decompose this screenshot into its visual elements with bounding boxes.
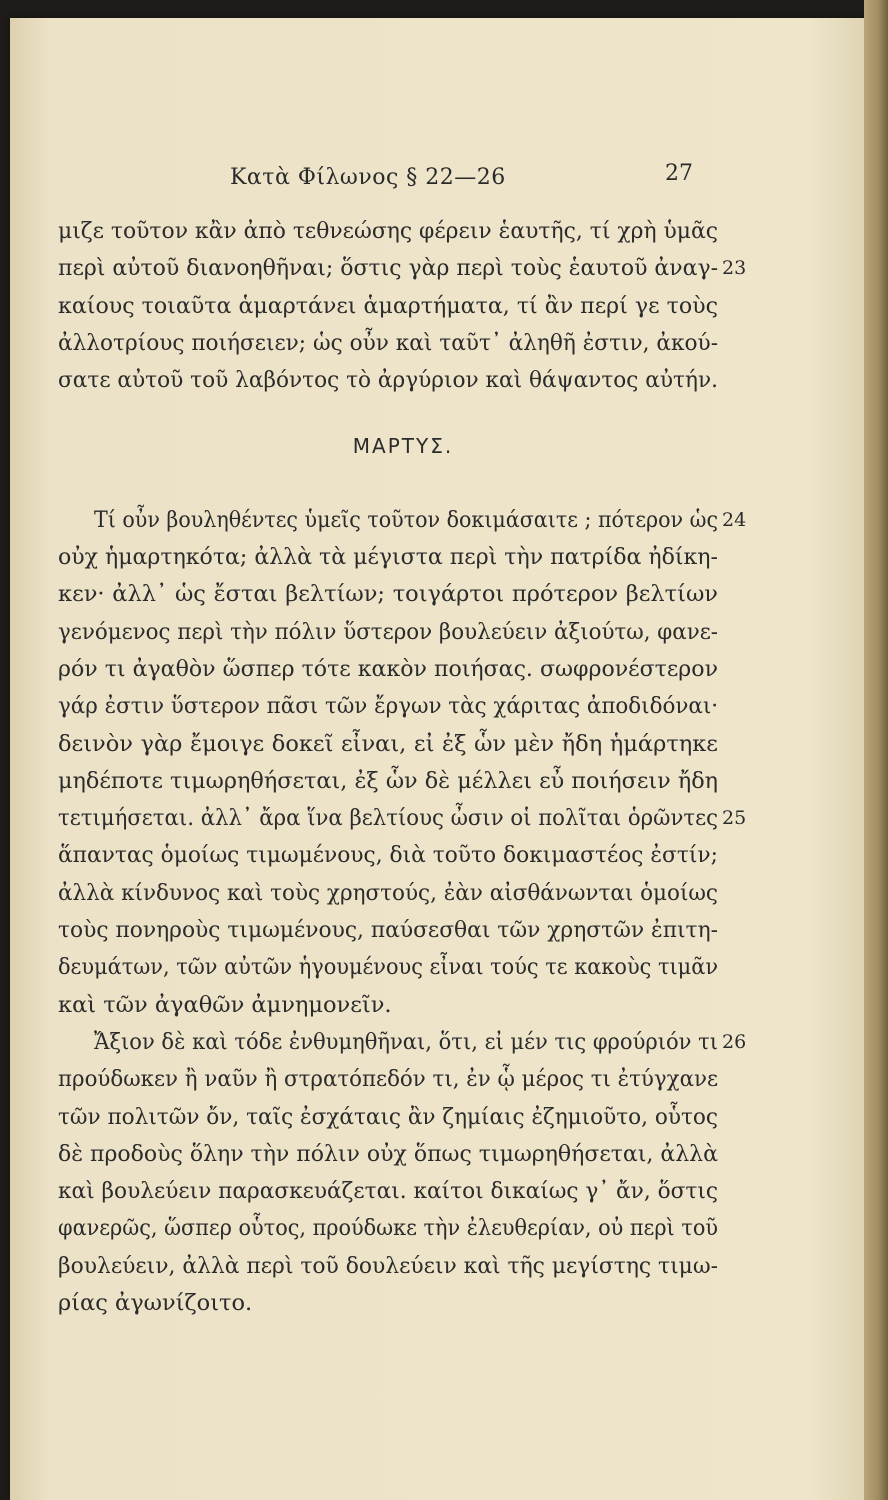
paragraph-block-2 — [58, 502, 747, 1323]
running-title: Κατὰ Φίλωνος § 22—26 — [230, 165, 506, 190]
line-text: τοὺς πονηροὺς τιμωμένους, παύσεσθαι τῶν χρηστῶν ἐπιτη- — [58, 917, 718, 944]
text-line — [58, 1248, 718, 1285]
text-line — [58, 987, 718, 1024]
section-number: 24 — [722, 508, 747, 531]
section-heading-martys: ΜΑΡΤΥΣ. — [352, 434, 454, 459]
text-line — [58, 213, 718, 250]
line-text: καὶ τῶν ἀγαθῶν ἀμνημονεῖν. — [58, 991, 392, 1018]
line-text: δὲ προδοὺς ὅλην τὴν πόλιν οὐχ ὅπως τιμωρηθήσεται, ἀλλὰ — [58, 1140, 718, 1167]
line-text: γάρ ἐστιν ὕστερον πᾶσι τῶν ἔργων τὰς χάριτας ἀποδιδόναι· — [58, 693, 719, 720]
paragraph-block-1 — [58, 213, 747, 399]
text-line — [58, 800, 747, 837]
line-text: καὶ βουλεύειν παρασκευάζεται. καίτοι δικαίως γ᾽ ἄν, ὅστις — [58, 1178, 719, 1205]
text-line — [58, 726, 718, 763]
section-number: 23 — [722, 257, 747, 280]
line-text: βουλεύειν, ἀλλὰ περὶ τοῦ δουλεύειν καὶ τῆς μεγίστης τιμω- — [58, 1252, 719, 1279]
line-text: ρίας ἀγωνίζοιτο. — [58, 1290, 253, 1317]
line-text: δεινὸν γὰρ ἔμοιγε δοκεῖ εἶναι, εἰ ἐξ ὧν μὲν ἤδη ἡμάρτηκε — [58, 730, 718, 757]
text-line — [58, 949, 718, 986]
line-text: ἀλλὰ κίνδυνος καὶ τοὺς χρηστούς, ἐὰν αἰσθάνωνται ὁμοίως — [58, 879, 718, 906]
line-text: μηδέποτε τιμωρηθήσεται, ἐξ ὧν δὲ μέλλει εὖ ποιήσειν ἤδη — [58, 767, 719, 794]
text-line — [58, 763, 718, 800]
section-number: 25 — [722, 807, 747, 830]
line-text: περὶ αὐτοῦ διανοηθῆναι; ὅστις γὰρ περὶ τοὺς ἑαυτοῦ ἀναγ- — [58, 255, 719, 282]
line-text: γενόμενος περὶ τὴν πόλιν ὕστερον βουλεύειν ἀξιούτω, φανε- — [58, 618, 718, 645]
line-text: Τί οὖν βουληθέντες ὑμεῖς τοῦτον δοκιμάσαιτε ; πότερον ὡς — [94, 506, 718, 533]
text-line — [58, 1285, 718, 1322]
line-text: οὐχ ἡμαρτηκότα; ἀλλὰ τὰ μέγιστα περὶ τὴν πατρίδα ἠδίκη- — [58, 544, 718, 571]
body-text — [58, 213, 747, 1322]
line-text: προύδωκεν ἢ ναῦν ἢ στρατόπεδόν τι, ἐν ᾧ μέρος τι ἐτύγχανε — [58, 1066, 719, 1093]
text-line — [58, 250, 747, 287]
line-text: ἅπαντας ὁμοίως τιμωμένους, διὰ τοῦτο δοκιμαστέος ἐστίν; — [58, 842, 718, 869]
line-text: σατε αὐτοῦ τοῦ λαβόντος τὸ ἀργύριον καὶ θάψαντος αὐτήν. — [58, 367, 718, 394]
text-line — [58, 614, 718, 651]
page-number: 27 — [665, 161, 693, 186]
line-text: ρόν τι ἀγαθὸν ὥσπερ τότε κακὸν ποιήσας. σωφρονέστερον — [58, 655, 718, 682]
text-line — [58, 325, 718, 362]
text-line — [58, 539, 718, 576]
text-line — [58, 1136, 718, 1173]
text-line — [58, 502, 747, 539]
line-text: Ἄξιον δὲ καὶ τόδε ἐνθυμηθῆναι, ὅτι, εἰ μέν τις φρούριόν τι — [94, 1028, 719, 1055]
line-text: μιζε τοῦτον κἂν ἀπὸ τεθνεώσης φέρειν ἑαυτῆς, τί χρὴ ὑμᾶς — [58, 218, 719, 244]
text-line — [58, 837, 718, 874]
line-text: τετιμήσεται. ἀλλ᾽ ἄρα ἵνα βελτίους ὦσιν οἱ πολῖται ὁρῶντες — [58, 805, 718, 832]
text-line — [58, 576, 718, 613]
text-line — [58, 912, 718, 949]
running-head — [0, 161, 888, 199]
text-line — [58, 1173, 718, 1210]
line-text: φανερῶς, ὥσπερ οὗτος, προύδωκε τὴν ἐλευθερίαν, οὐ περὶ τοῦ — [58, 1215, 718, 1242]
line-text: κεν· ἀλλ᾽ ὡς ἔσται βελτίων; τοιγάρτοι πρότερον βελτίων — [58, 581, 718, 608]
text-line — [58, 688, 718, 725]
text-line — [58, 1099, 718, 1136]
text-line — [58, 1061, 718, 1098]
line-text: καίους τοιαῦτα ἁμαρτάνει ἁμαρτήματα, τί ἂν περί γε τοὺς — [58, 292, 719, 319]
line-text: ἀλλοτρίους ποιήσειεν; ὡς οὖν καὶ ταῦτ᾽ ἀληθῆ ἐστιν, ἀκού- — [58, 329, 719, 356]
text-line — [58, 1024, 747, 1061]
section-number: 26 — [722, 1030, 747, 1053]
text-line — [58, 1210, 718, 1247]
text-line — [58, 288, 718, 325]
text-line — [58, 875, 718, 912]
line-text: δευμάτων, τῶν αὐτῶν ἡγουμένους εἶναι τούς τε κακοὺς τιμᾶν — [58, 954, 719, 981]
text-line — [58, 651, 718, 688]
line-text: τῶν πολιτῶν ὄν, ταῖς ἐσχάταις ἂν ζημίαις ἐζημιοῦτο, οὗτος — [58, 1103, 718, 1130]
page-edge — [864, 0, 888, 1500]
text-line — [58, 362, 718, 399]
